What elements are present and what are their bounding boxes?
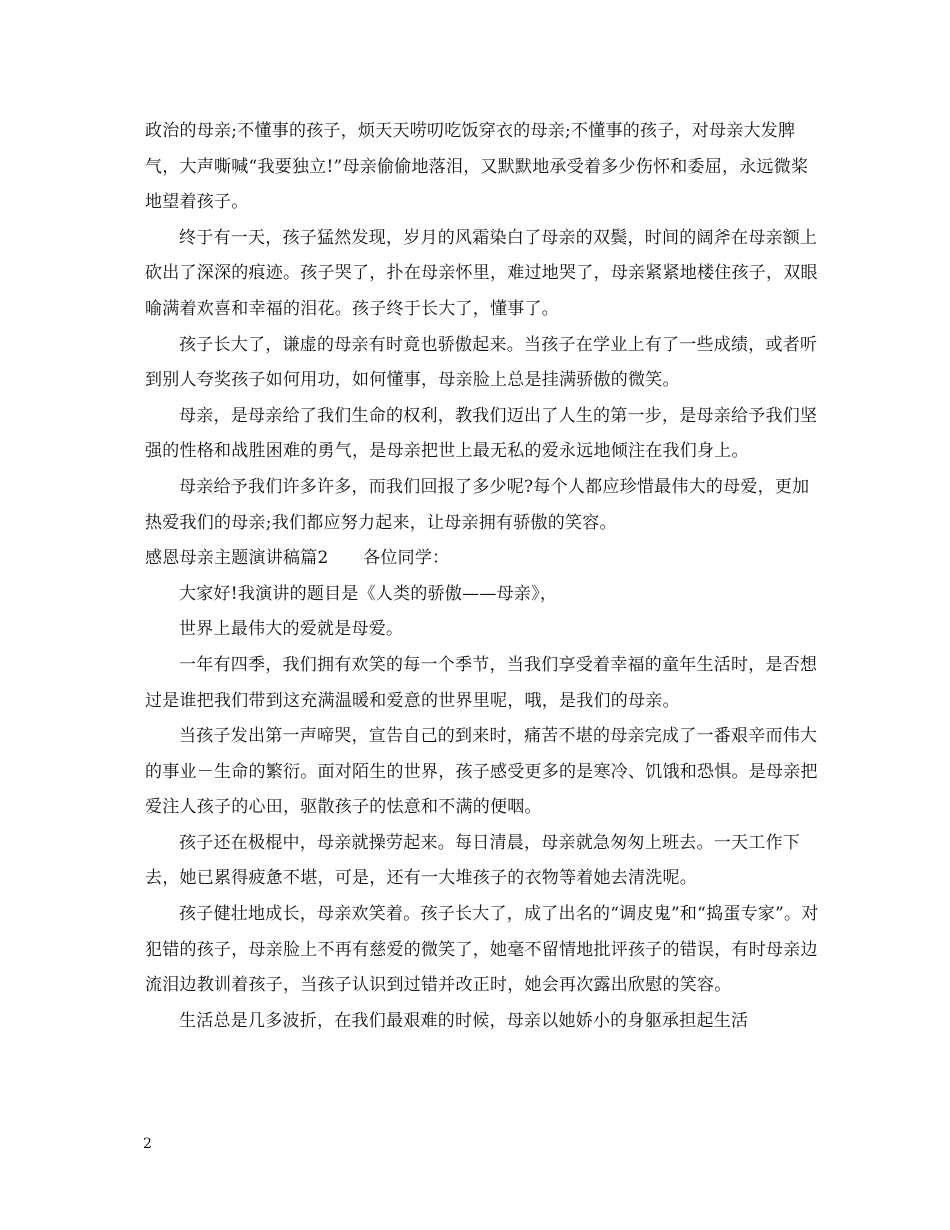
paragraph: 政治的母亲;不懂事的孩子，烦天天唠叨吃饭穿衣的母亲;不懂事的孩子，对母亲大发脾气，大声嘶喊“我要独立!”母亲偷偷地落泪，又默默地承受着多少伤怀和委屈，永远微桨地望着孩子。 xyxy=(145,121,809,213)
paragraph: 世界上最伟大的爱就是母爱。 xyxy=(179,619,404,640)
paragraph: 母亲给予我们许多许多，而我们回报了多少呢?每个人都应珍惜最伟大的母爱，更加热爱我们的母亲;我们都应努力起来，让母亲拥有骄傲的笑容。 xyxy=(145,476,810,533)
paragraph: 孩子还在极棍中，母亲就操劳起来。每日清晨，母亲就急匆匆上班去。一天工作下去，她已累得疲惫不堪，可是，还有一大堆孩子的衣物等着她去清洗呢。 xyxy=(145,832,800,889)
section-heading: 感恩母亲主题演讲稿篇2 各位同学： xyxy=(145,548,450,569)
paragraph: 孩子健壮地成长，母亲欢笑着。孩子长大了，成了出名的“调皮鬼”和“捣蛋专家”。对犯错的孩子，母亲脸上不再有慈爱的微笑了，她毫不留情地批评孩子的错误，有时母亲边流泪边教训着孩子，当孩子认识到过错并改正时，她会再次露出欣慰的笑容。 xyxy=(145,904,819,996)
paragraph: 大家好!我演讲的题目是《人类的骄傲——母亲》， xyxy=(179,583,558,604)
paragraph: 孩子长大了，谦虚的母亲有时竟也骄傲起来。当孩子在学业上有了一些成绩，或者听到别人夸奖孩子如何用功，如何懂事，母亲脸上总是挂满骄傲的微笑。 xyxy=(145,334,818,391)
paragraph: 母亲，是母亲给了我们生命的权利，教我们迈出了人生的第一步，是母亲给予我们坚强的性格和战胜困难的勇气，是母亲把世上最无私的爱永远地倾注在我们身上。 xyxy=(145,405,818,462)
body-text xyxy=(145,114,825,1039)
paragraph: 一年有四季，我们拥有欢笑的每一个季节，当我们享受着幸福的童年生活时，是否想过是谁把我们带到这充满温暖和爱意的世界里呢，哦，是我们的母亲。 xyxy=(145,654,818,711)
paragraph: 当孩子发出第一声啼哭，宣告自己的到来时，痛苦不堪的母亲完成了一番艰辛而伟大的事业－生命的繁衍。面对陌生的世界，孩子感受更多的是寒冷、饥饿和恐惧。是母亲把爱注人孩子的心田，驱散孩子的怯意和不满的便咽。 xyxy=(145,726,818,818)
paragraph: 生活总是几多波折，在我们最艰难的时候，母亲以她娇小的身躯承担起生活 xyxy=(179,1010,749,1031)
paragraph: 终于有一天，孩子猛然发现，岁月的风霜染白了母亲的双鬓，时间的阔斧在母亲额上砍出了深深的痕迹。孩子哭了，扑在母亲怀里，难过地哭了，母亲紧紧地楼住孩子，双眼喻满着欢喜和幸福的泪花。孩子终于长大了，懂事了。 xyxy=(145,227,818,319)
page-number: 2 xyxy=(143,1136,152,1152)
